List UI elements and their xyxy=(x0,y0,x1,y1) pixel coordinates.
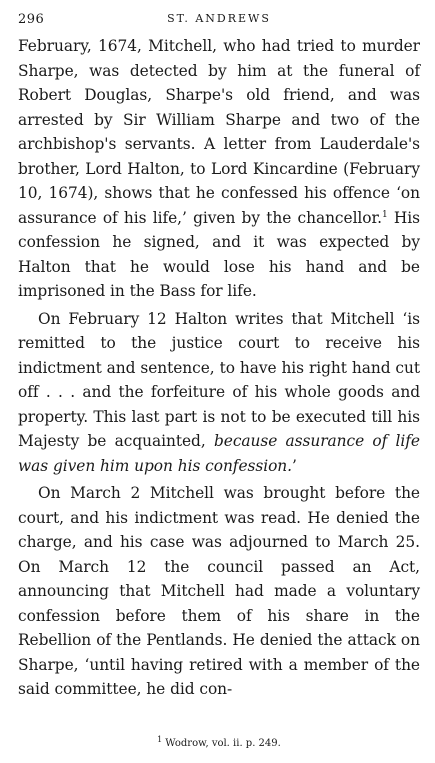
paragraph-2 xyxy=(18,307,420,479)
running-head xyxy=(18,12,420,34)
footnote-number: 1 xyxy=(157,734,163,744)
book-page xyxy=(18,12,420,749)
paragraph-1-text-b: His confession he signed, and it was expected by Halton that he would lose his hand and be imprisoned in the Bass for life. xyxy=(18,208,420,300)
paragraph-1-text-a: February, 1674, Mitchell, who had tried to murder Sharpe, was detected by him at the funeral of Robert Douglas, Sharpe's old friend, and was arrested by Sir William Sharpe and two of the archbishop's servants. A letter from Lauderdale's brother, Lord Halton, to Lord Kincardine (February 10, 1674), shows that he confessed his offence ‘on assurance of his life,’ given by the chancellor. xyxy=(18,37,420,227)
footnote-marker: 1 xyxy=(381,209,388,220)
paragraph-3 xyxy=(18,481,420,702)
footnote xyxy=(18,734,420,749)
page-number: 296 xyxy=(18,12,45,27)
running-title: ST. ANDREWS xyxy=(167,12,271,25)
paragraph-3-text: On March 2 Mitchell was brought before the court, and his indictment was read. He denied the charge, and his case was adjourned to March 25. On March 12 the council passed an Act, announcing that Mitchell had made a voluntary confession before them of his share in the Rebellion of the Pentlands. He denied the attack on Sharpe, ‘until having retired with a member of the said committee, he did con- xyxy=(18,484,420,698)
paragraph-2-text-b: ’ xyxy=(292,456,297,475)
footnote-text: Wodrow, vol. ii. p. 249. xyxy=(165,738,281,749)
paragraph-1 xyxy=(18,34,420,304)
paragraph-2-text-a: On February 12 Halton writes that Mitchell ‘is remitted to the justice court to receive his indictment and sentence, to have his right hand cut off . . . and the forfeiture of his whole goods and property. This last part is not to be executed till his Majesty be acquainted, xyxy=(18,309,420,450)
paragraph-2-italic-text: because assurance of life was given him upon his confession. xyxy=(18,432,420,475)
